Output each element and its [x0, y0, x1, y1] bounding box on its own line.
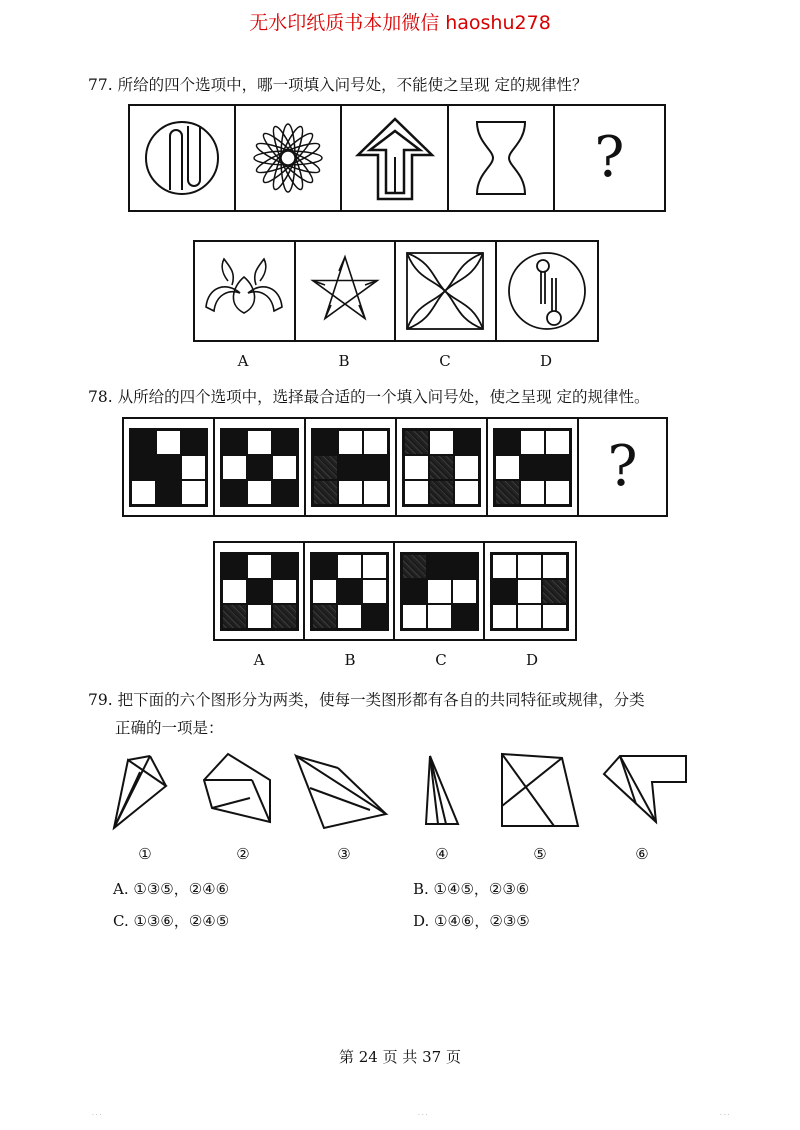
grid-square — [454, 430, 479, 455]
grid-square — [427, 554, 452, 579]
grid-square — [313, 455, 338, 480]
grid-square — [272, 554, 297, 579]
grid-square — [427, 604, 452, 629]
grid-square — [156, 430, 181, 455]
grid-square — [337, 554, 362, 579]
q78-sequence — [122, 417, 668, 517]
grid-square — [362, 554, 387, 579]
scan-mark: · · · — [92, 1112, 102, 1119]
q77-label-a: A — [237, 352, 249, 370]
grid-square — [313, 430, 338, 455]
grid-square — [429, 480, 454, 505]
grid-square — [222, 554, 247, 579]
grid-square — [338, 430, 363, 455]
q77-fig1 — [140, 116, 224, 200]
grid-square — [452, 604, 477, 629]
q77-option-c[interactable] — [396, 242, 497, 340]
q78-seq-grid-1 — [129, 428, 208, 507]
grid-square — [362, 604, 387, 629]
grid-square — [520, 430, 545, 455]
q79-label-2: ② — [236, 845, 250, 863]
grid-square — [404, 480, 429, 505]
q77-label-c: C — [439, 352, 451, 370]
grid-square — [520, 480, 545, 505]
q77-option-d[interactable] — [497, 242, 598, 340]
q77-sequence — [128, 104, 666, 212]
q79-figure-5 — [502, 754, 578, 826]
grid-square — [362, 579, 387, 604]
grid-square — [181, 480, 206, 505]
grid-square — [337, 604, 362, 629]
q77-label-d: D — [539, 352, 553, 370]
q77-opt-c-square-petals — [403, 249, 487, 333]
grid-square — [429, 430, 454, 455]
q77-fig3 — [350, 113, 440, 203]
grid-square — [402, 604, 427, 629]
q78-label-b: B — [344, 651, 356, 669]
grid-square — [181, 430, 206, 455]
q79-text-line1: 79. 把下面的六个图形分为两类，使每一类图形都有各自的共同特征或规律，分类 — [88, 691, 645, 709]
q78-seq-grid-3 — [311, 428, 390, 507]
grid-square — [312, 579, 337, 604]
grid-square — [495, 430, 520, 455]
q77-label-b: B — [338, 352, 350, 370]
grid-square — [429, 455, 454, 480]
q77-option-b[interactable] — [296, 242, 397, 340]
q77-seq-hourglass — [449, 106, 555, 210]
grid-square — [545, 480, 570, 505]
q78-option-grid-d — [490, 552, 569, 631]
grid-square — [222, 579, 247, 604]
q78-seq-cell-3 — [306, 419, 397, 515]
grid-square — [131, 430, 156, 455]
q79-figure-2 — [204, 754, 270, 822]
q78-seq-cell-4 — [397, 419, 488, 515]
q77-options — [193, 240, 599, 342]
q79-option-c[interactable]: C. ①③⑥，②④⑤ — [113, 912, 230, 930]
grid-square — [247, 455, 272, 480]
grid-square — [338, 455, 363, 480]
q78-label-d: D — [525, 651, 539, 669]
grid-square — [222, 480, 247, 505]
q79-figure-1 — [114, 756, 166, 828]
grid-square — [272, 579, 297, 604]
grid-square — [492, 579, 517, 604]
q77-fig2 — [246, 116, 330, 200]
page-footer: 第 24 页 共 37 页 — [338, 1048, 461, 1066]
q79-option-d[interactable]: D. ①④⑥，②③⑤ — [413, 912, 530, 930]
grid-square — [272, 455, 297, 480]
grid-square — [545, 455, 570, 480]
q77-question-cell — [555, 106, 664, 210]
q78-seq-grid-2 — [220, 428, 299, 507]
grid-square — [338, 480, 363, 505]
q79-figure-4 — [426, 756, 458, 824]
q78-option-grid-a — [220, 552, 299, 631]
grid-square — [517, 554, 542, 579]
watermark-text: 无水印纸质书本加微信 haoshu278 — [249, 12, 551, 34]
q79-label-5: ⑤ — [533, 845, 547, 863]
grid-square — [495, 480, 520, 505]
grid-square — [363, 430, 388, 455]
q78-option-d[interactable] — [485, 543, 575, 639]
grid-square — [545, 430, 570, 455]
grid-square — [181, 455, 206, 480]
q78-options — [213, 541, 577, 641]
grid-square — [156, 455, 181, 480]
q79-label-6: ⑥ — [635, 845, 649, 863]
grid-square — [131, 455, 156, 480]
grid-square — [313, 480, 338, 505]
q79-label-3: ③ — [337, 845, 351, 863]
q78-option-b[interactable] — [305, 543, 395, 639]
q78-label-c: C — [435, 651, 447, 669]
grid-square — [156, 480, 181, 505]
q78-seq-grid-4 — [402, 428, 481, 507]
q77-seq-flower — [236, 106, 342, 210]
grid-square — [542, 579, 567, 604]
grid-square — [492, 554, 517, 579]
grid-square — [492, 604, 517, 629]
grid-square — [495, 455, 520, 480]
grid-square — [222, 455, 247, 480]
grid-square — [517, 604, 542, 629]
q77-fig4 — [459, 116, 543, 200]
grid-square — [247, 579, 272, 604]
q78-option-grid-b — [310, 552, 389, 631]
scan-mark: · · · — [720, 1112, 730, 1119]
grid-square — [131, 480, 156, 505]
grid-square — [272, 480, 297, 505]
grid-square — [272, 430, 297, 455]
q77-opt-b-star — [303, 249, 387, 333]
grid-square — [272, 604, 297, 629]
q78-option-a[interactable] — [215, 543, 305, 639]
scan-mark: · · · — [418, 1112, 428, 1119]
q78-seq-grid-5 — [493, 428, 572, 507]
q77-text: 77. 所给的四个选项中，哪一项填入问号处，不能使之呈现 定的规律性？ — [88, 76, 588, 94]
grid-square — [454, 480, 479, 505]
grid-square — [542, 604, 567, 629]
grid-square — [542, 554, 567, 579]
grid-square — [222, 604, 247, 629]
grid-square — [247, 480, 272, 505]
grid-square — [404, 430, 429, 455]
grid-square — [404, 455, 429, 480]
q79-label-1: ① — [138, 845, 152, 863]
q77-option-a[interactable] — [195, 242, 296, 340]
q79-label-4: ④ — [435, 845, 449, 863]
q78-seq-cell-5 — [488, 419, 579, 515]
grid-square — [247, 430, 272, 455]
grid-square — [454, 455, 479, 480]
grid-square — [337, 579, 362, 604]
q79-figure-6 — [604, 756, 686, 822]
grid-square — [427, 579, 452, 604]
grid-square — [363, 480, 388, 505]
q77-seq-arrow — [342, 106, 448, 210]
q77-seq-circle-bars — [130, 106, 236, 210]
q77-question-mark: ? — [594, 125, 625, 190]
grid-square — [247, 554, 272, 579]
q78-label-a: A — [253, 651, 265, 669]
q78-text: 78. 从所给的四个选项中，选择最合适的一个填入问号处，使之呈现 定的规律性。 — [88, 388, 650, 406]
q79-option-b[interactable]: B. ①④⑤，②③⑥ — [413, 880, 530, 898]
q78-option-grid-c — [400, 552, 479, 631]
q79-text-line2: 正确的一项是： — [115, 719, 224, 737]
q79-option-a[interactable]: A. ①③⑤，②④⑥ — [113, 880, 230, 898]
q78-question-mark: ? — [607, 434, 638, 499]
grid-square — [452, 579, 477, 604]
grid-square — [312, 554, 337, 579]
grid-square — [247, 604, 272, 629]
q78-question-cell — [579, 419, 666, 515]
q78-option-c[interactable] — [395, 543, 485, 639]
grid-square — [402, 579, 427, 604]
grid-square — [312, 604, 337, 629]
grid-square — [452, 554, 477, 579]
q79-figures — [100, 740, 700, 840]
grid-square — [520, 455, 545, 480]
q77-opt-d-circle — [504, 248, 590, 334]
grid-square — [222, 430, 247, 455]
q78-seq-cell-1 — [124, 419, 215, 515]
q77-opt-a-leaves — [198, 251, 290, 331]
q79-figure-3 — [296, 756, 386, 828]
grid-square — [363, 455, 388, 480]
q78-seq-cell-2 — [215, 419, 306, 515]
grid-square — [517, 579, 542, 604]
grid-square — [402, 554, 427, 579]
